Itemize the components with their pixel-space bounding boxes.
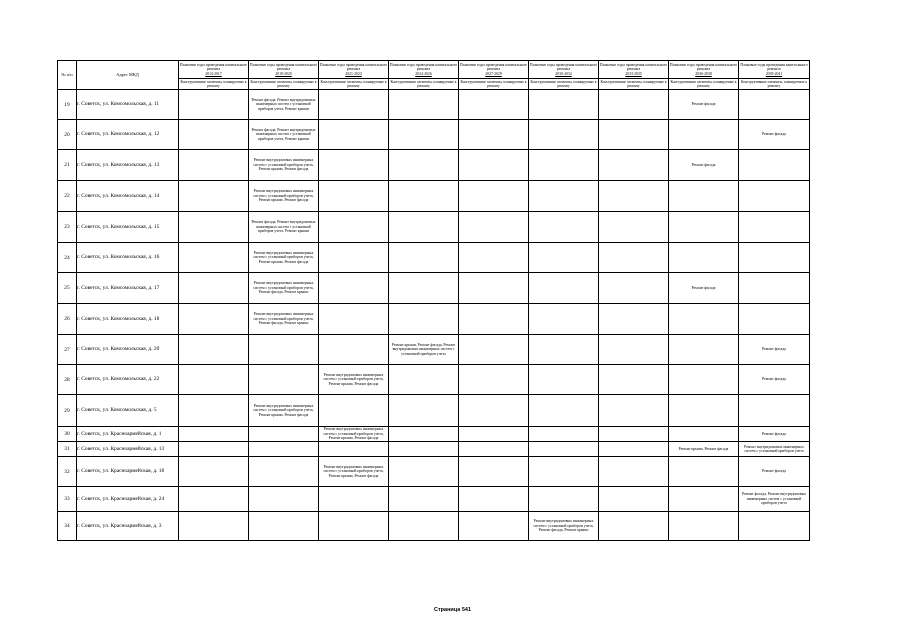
table-row <box>58 487 810 512</box>
row-number: 33 <box>58 487 77 512</box>
repair-cell <box>599 120 669 150</box>
repair-cell <box>319 181 389 212</box>
period-header: Плановые годы проведения капитального ремонта 2039-2041 <box>739 61 810 79</box>
repair-cell <box>459 90 529 120</box>
table-row <box>58 512 810 541</box>
row-address: г. Советск, ул. Комсомольская, д. 16 <box>77 243 179 273</box>
row-address: г. Советск, ул. Красноармейская, д. 3 <box>77 512 179 541</box>
repair-cell <box>459 427 529 442</box>
repair-cell <box>319 212 389 243</box>
repair-cell <box>599 304 669 335</box>
table-row <box>58 395 810 427</box>
repair-cell <box>319 150 389 181</box>
elements-subheader: Конструктивные элементы, планируемые к ремонту <box>670 79 737 88</box>
table-body <box>58 90 810 541</box>
repair-cell <box>249 365 319 395</box>
repair-cell <box>459 273 529 304</box>
repair-cell <box>459 457 529 487</box>
repair-cell <box>389 487 459 512</box>
row-address: г. Советск, ул. Комсомольская, д. 18 <box>77 304 179 335</box>
repair-cell <box>599 90 669 120</box>
elements-subheader: Конструктивные элементы, планируемые к ремонту <box>320 79 387 88</box>
repair-cell <box>599 150 669 181</box>
repair-cell <box>179 90 249 120</box>
table-row <box>58 181 810 212</box>
repair-cell: Ремонт фасада, Ремонт внутридомовых инженерных систем с установкой приборов учета, Ремонт крыши <box>249 90 319 120</box>
period-header: Плановые годы проведения капитального ремонта 2014-2017 <box>179 61 249 79</box>
repair-cell: Ремонт внутридомовых инженерных систем с установкой приборов учета, Ремонт крыши, Ремонт фасада <box>249 150 319 181</box>
repair-cell <box>529 304 599 335</box>
row-address: г. Советск, ул. Комсомольская, д. 14 <box>77 181 179 212</box>
repair-cell <box>249 442 319 457</box>
repair-cell: Ремонт фасада <box>739 335 810 365</box>
repair-cell <box>669 120 739 150</box>
repair-cell <box>179 457 249 487</box>
row-address: г. Советск, ул. Комсомольская, д. 13 <box>77 150 179 181</box>
repair-cell <box>389 90 459 120</box>
repair-cell <box>529 395 599 427</box>
repair-cell <box>599 487 669 512</box>
repair-cell: Ремонт внутридомовых инженерных систем с установкой приборов учета, Ремонт фасада, Ремонт крыши <box>529 512 599 541</box>
repair-cell: Ремонт фасада <box>739 365 810 395</box>
repair-cell <box>249 512 319 541</box>
repair-cell <box>179 243 249 273</box>
period-header: Плановые годы проведения капитального ремонта 2030-2032 <box>529 61 599 79</box>
repair-cell <box>599 395 669 427</box>
repair-cell <box>319 335 389 365</box>
repair-cell <box>599 212 669 243</box>
elements-subheader: Конструктивные элементы, планируемые к ремонту <box>530 79 597 88</box>
repair-cell <box>179 273 249 304</box>
elements-subheader: Конструктивные элементы, планируемые к ремонту <box>600 79 667 88</box>
repair-cell <box>739 395 810 427</box>
repair-cell: Ремонт фасада <box>669 273 739 304</box>
repair-cell: Ремонт фасада <box>669 90 739 120</box>
repair-cell <box>459 304 529 335</box>
repair-cell <box>319 304 389 335</box>
table-row <box>58 365 810 395</box>
repair-cell <box>739 273 810 304</box>
row-number: 22 <box>58 181 77 212</box>
repair-cell <box>389 150 459 181</box>
repair-cell: Ремонт внутридомовых инженерных систем с установкой приборов учета, Ремонт крыши, Ремонт фасада <box>319 365 389 395</box>
repair-cell <box>529 120 599 150</box>
table-row <box>58 243 810 273</box>
row-address: г. Советск, ул. Комсомольская, д. 11 <box>77 90 179 120</box>
repair-cell <box>249 487 319 512</box>
repair-cell <box>669 304 739 335</box>
repair-cell <box>179 150 249 181</box>
repair-cell <box>179 304 249 335</box>
table-row <box>58 442 810 457</box>
repair-cell <box>669 487 739 512</box>
repair-cell: Ремонт внутридомовых инженерных систем с установкой приборов учета, Ремонт фасада, Ремонт крыши <box>249 304 319 335</box>
repair-cell <box>529 212 599 243</box>
repair-cell <box>179 365 249 395</box>
repair-cell <box>669 212 739 243</box>
row-number: 19 <box>58 90 77 120</box>
repair-cell <box>179 120 249 150</box>
row-number: 29 <box>58 395 77 427</box>
row-address: г. Советск, ул. Комсомольская, д. 12 <box>77 120 179 150</box>
repair-cell <box>529 335 599 365</box>
repair-cell: Ремонт внутридомовых инженерных систем с установкой приборов учета, Ремонт крыши, Ремонт фасада <box>249 395 319 427</box>
repair-cell <box>599 181 669 212</box>
repair-cell <box>389 395 459 427</box>
repair-cell <box>179 427 249 442</box>
table-header <box>58 61 810 90</box>
repair-cell: Ремонт фасада <box>739 120 810 150</box>
repair-cell <box>459 212 529 243</box>
repair-cell <box>669 365 739 395</box>
repair-cell: Ремонт фасада <box>669 150 739 181</box>
elements-subheader: Конструктивные элементы, планируемые к ремонту <box>180 79 247 88</box>
row-address: г. Советск, ул. Комсомольская, д. 17 <box>77 273 179 304</box>
repair-cell <box>739 181 810 212</box>
repair-cell <box>669 427 739 442</box>
row-number: 28 <box>58 365 77 395</box>
table-row <box>58 427 810 442</box>
elements-subheader: Конструктивные элементы, планируемые к ремонту <box>739 79 810 90</box>
repair-cell <box>179 335 249 365</box>
row-address: г. Советск, ул. Красноармейская, д. 1 <box>77 427 179 442</box>
table-row <box>58 335 810 365</box>
repair-cell <box>319 512 389 541</box>
repair-cell <box>389 304 459 335</box>
repair-cell <box>459 335 529 365</box>
row-number: 30 <box>58 427 77 442</box>
row-number: 31 <box>58 442 77 457</box>
row-address: г. Советск, ул. Красноармейская, д. 13 <box>77 442 179 457</box>
repair-cell <box>179 487 249 512</box>
repair-cell <box>459 365 529 395</box>
repair-cell: Ремонт фасада, Ремонт внутридомовых инженерных систем с установкой приборов учета, Ремонт крыши <box>249 212 319 243</box>
repair-cell <box>599 335 669 365</box>
period-header: Плановые годы проведения капитального ремонта 2018-2020 <box>249 61 319 79</box>
repair-cell <box>249 335 319 365</box>
repair-cell <box>529 90 599 120</box>
repair-cell: Ремонт внутридомовых инженерных систем с установкой приборов учета, Ремонт крыши, Ремонт фасада <box>249 243 319 273</box>
repair-cell: Ремонт внутридомовых инженерных систем с установкой приборов учета, Ремонт крыши, Ремонт фасада <box>319 457 389 487</box>
row-address: г. Советск, ул. Комсомольская, д. 22 <box>77 365 179 395</box>
repair-cell <box>529 273 599 304</box>
repair-cell <box>389 512 459 541</box>
repair-cell <box>179 181 249 212</box>
repair-cell: Ремонт крыши, Ремонт фасада, Ремонт внутридомовых инженерных систем с установкой приборов учета <box>389 335 459 365</box>
repair-cell <box>529 243 599 273</box>
table-row <box>58 212 810 243</box>
repair-cell <box>459 243 529 273</box>
period-header: Плановые годы проведения капитального ремонта 2033-2035 <box>599 61 669 79</box>
row-number: 23 <box>58 212 77 243</box>
repair-cell <box>249 427 319 442</box>
repair-cell: Ремонт фасада, Ремонт внутридомовых инженерных систем с установкой приборов учета <box>739 487 810 512</box>
repair-cell <box>319 90 389 120</box>
row-number: 24 <box>58 243 77 273</box>
repair-cell: Ремонт фасада <box>739 457 810 487</box>
repair-cell <box>669 395 739 427</box>
repair-cell <box>669 181 739 212</box>
repair-cell <box>669 335 739 365</box>
repair-cell <box>599 457 669 487</box>
repair-cell <box>319 273 389 304</box>
row-address: г. Советск, ул. Комсомольская, д. 15 <box>77 212 179 243</box>
repair-cell <box>669 512 739 541</box>
repair-cell <box>459 395 529 427</box>
repair-cell <box>389 181 459 212</box>
table-row <box>58 304 810 335</box>
elements-subheader: Конструктивные элементы, планируемые к ремонту <box>460 79 527 88</box>
repair-cell <box>249 457 319 487</box>
repair-cell <box>459 487 529 512</box>
repair-cell <box>669 457 739 487</box>
row-address: г. Советск, ул. Комсомольская, д. 5 <box>77 395 179 427</box>
row-number: 32 <box>58 457 77 487</box>
repair-cell <box>739 243 810 273</box>
repair-cell <box>529 457 599 487</box>
row-number: 25 <box>58 273 77 304</box>
row-number: 34 <box>58 512 77 541</box>
row-number: 26 <box>58 304 77 335</box>
repair-cell <box>179 512 249 541</box>
repair-cell <box>599 442 669 457</box>
repair-cell <box>599 243 669 273</box>
table-row <box>58 150 810 181</box>
repair-cell <box>739 304 810 335</box>
table-row <box>58 273 810 304</box>
table-row <box>58 457 810 487</box>
repair-cell <box>599 427 669 442</box>
repair-cell <box>529 442 599 457</box>
repair-cell <box>459 150 529 181</box>
period-header: Плановые годы проведения капитального ремонта 2024-2026 <box>389 61 459 79</box>
repair-cell <box>739 212 810 243</box>
num-header: № п/п <box>58 61 77 90</box>
period-header: Плановые годы проведения капитального ремонта 2036-2038 <box>669 61 739 79</box>
page-number: Страница 541 <box>434 607 471 613</box>
repair-cell <box>319 395 389 427</box>
repair-cell: Ремонт крыши, Ремонт фасада <box>669 442 739 457</box>
repair-cell <box>179 212 249 243</box>
repair-cell <box>529 427 599 442</box>
repair-cell: Ремонт фасада, Ремонт внутридомовых инженерных систем с установкой приборов учета, Ремонт крыши <box>249 120 319 150</box>
repair-cell <box>179 395 249 427</box>
row-number: 20 <box>58 120 77 150</box>
repair-cell: Ремонт внутридомовых инженерных систем с установкой приборов учета <box>739 442 810 457</box>
repair-cell <box>529 150 599 181</box>
repair-cell <box>459 120 529 150</box>
repair-cell <box>529 487 599 512</box>
row-address: г. Советск, ул. Красноармейская, д. 18 <box>77 457 179 487</box>
repair-cell <box>389 273 459 304</box>
repair-cell <box>389 212 459 243</box>
table-row <box>58 90 810 120</box>
repair-cell <box>599 365 669 395</box>
elements-subheader: Конструктивные элементы, планируемые к ремонту <box>390 79 457 88</box>
repair-cell <box>179 442 249 457</box>
repair-cell <box>319 442 389 457</box>
repair-cell <box>389 243 459 273</box>
repair-cell <box>599 273 669 304</box>
repair-cell <box>529 365 599 395</box>
repair-cell <box>739 90 810 120</box>
row-number: 27 <box>58 335 77 365</box>
row-address: г. Советск, ул. Красноармейская, д. 24 <box>77 487 179 512</box>
elements-subheader: Конструктивные элементы, планируемые к ремонту <box>250 79 317 88</box>
repair-cell <box>319 243 389 273</box>
address-header: Адрес МКД <box>77 61 179 90</box>
repair-cell <box>459 442 529 457</box>
repair-cell <box>389 442 459 457</box>
repair-cell <box>389 365 459 395</box>
row-address: г. Советск, ул. Комсомольская, д. 20 <box>77 335 179 365</box>
repair-cell <box>459 512 529 541</box>
table-row <box>58 120 810 150</box>
repair-cell <box>389 120 459 150</box>
repair-cell <box>459 181 529 212</box>
repair-cell <box>599 512 669 541</box>
repair-cell <box>319 487 389 512</box>
repair-cell <box>669 243 739 273</box>
repair-cell <box>389 427 459 442</box>
repair-cell: Ремонт фасада <box>739 427 810 442</box>
repair-schedule-table <box>57 60 810 541</box>
repair-cell: Ремонт внутридомовых инженерных систем с установкой приборов учета, Ремонт крыши, Ремонт фасада <box>249 181 319 212</box>
period-header: Плановые годы проведения капитального ремонта 2021-2023 <box>319 61 389 79</box>
repair-cell: Ремонт внутридомовых инженерных систем с установкой приборов учета, Ремонт фасада, Ремонт крыши <box>249 273 319 304</box>
repair-cell <box>739 512 810 541</box>
repair-cell: Ремонт внутридомовых инженерных систем с установкой приборов учета, Ремонт крыши, Ремонт фасада <box>319 427 389 442</box>
repair-cell <box>389 457 459 487</box>
repair-cell <box>529 181 599 212</box>
repair-cell <box>319 120 389 150</box>
period-header: Плановые годы проведения капитального ремонта 2027-2029 <box>459 61 529 79</box>
row-number: 21 <box>58 150 77 181</box>
repair-cell <box>739 150 810 181</box>
